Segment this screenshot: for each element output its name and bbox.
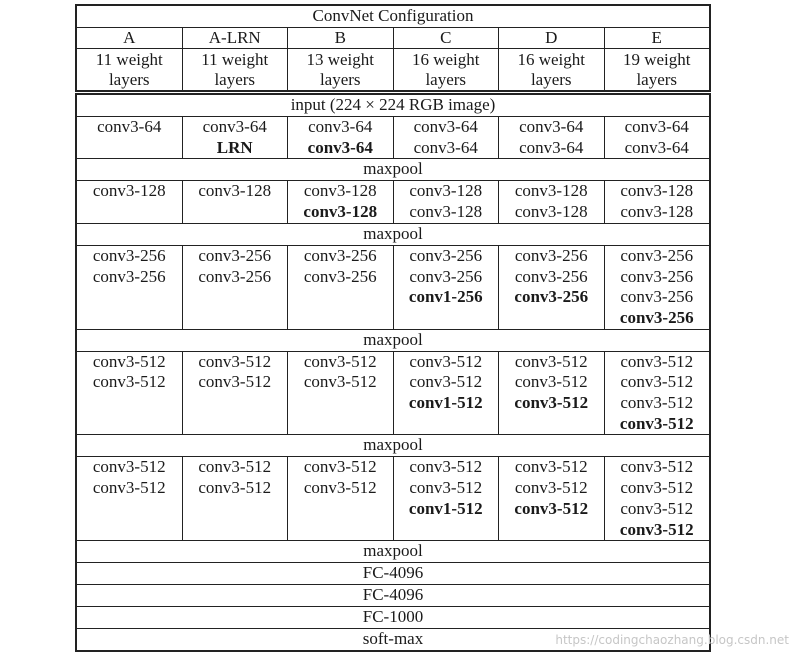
layer-cell [287, 457, 393, 540]
classifier-label: FC-4096 [362, 585, 424, 605]
column-header: D [498, 28, 604, 48]
layer-label: conv3-512 [514, 457, 588, 477]
column-header: E [604, 28, 710, 48]
layer-cell [182, 352, 288, 435]
layer-label: conv3-512 [303, 457, 377, 477]
layer-label: conv3-256 [514, 287, 589, 307]
description-line: 11 weight [95, 50, 163, 69]
layer-cell [498, 352, 604, 435]
layer-label: conv3-512 [92, 372, 166, 392]
layer-cell [287, 246, 393, 329]
layer-label: conv3-64 [413, 137, 478, 157]
layer-label: conv3-512 [409, 372, 483, 392]
layer-cell [287, 181, 393, 222]
description-line: layers [319, 70, 361, 89]
classifier-label: FC-4096 [362, 563, 424, 583]
layer-label: conv3-64 [97, 117, 162, 136]
layer-cell [604, 246, 710, 329]
config-body-table [75, 93, 711, 652]
maxpool-row [77, 540, 709, 562]
layer-cell [393, 181, 499, 222]
conv-block-row [77, 245, 709, 329]
description-line: 11 weight [201, 50, 269, 69]
layer-cell [287, 352, 393, 435]
layer-label: conv3-512 [409, 457, 483, 477]
maxpool-label: maxpool [363, 159, 423, 179]
layer-label: conv3-64 [307, 137, 373, 157]
input-label: input (224 × 224 RGB image) [290, 95, 496, 114]
layer-cell [182, 246, 288, 329]
layer-cell [77, 246, 182, 329]
layer-cell [287, 117, 393, 158]
column-description-row [77, 48, 709, 90]
layer-label: conv3-256 [92, 266, 166, 286]
description-line: layers [636, 70, 678, 89]
layer-label: conv3-512 [92, 457, 166, 477]
description-line: 13 weight [306, 50, 375, 69]
maxpool-label: maxpool [363, 329, 423, 349]
description-line: layers [214, 70, 256, 89]
layer-label: conv3-512 [303, 372, 377, 392]
layer-label: conv3-128 [514, 181, 588, 201]
classifier-row [77, 562, 709, 584]
column-header: C [393, 28, 499, 48]
layer-label: conv3-256 [303, 266, 377, 286]
layer-label: conv3-256 [620, 266, 694, 286]
layer-label: conv3-512 [620, 393, 694, 413]
maxpool-row [77, 329, 709, 351]
conv-block-row [77, 116, 709, 158]
layer-label: conv3-256 [514, 245, 588, 265]
watermark: https://codingchaozhang.blog.csdn.net [555, 633, 789, 647]
layer-label: conv3-512 [198, 372, 272, 392]
maxpool-label: maxpool [363, 223, 423, 243]
layer-label: conv3-512 [514, 351, 588, 371]
layer-label: conv3-256 [514, 266, 588, 286]
description-line: 19 weight [622, 50, 691, 69]
layer-label: conv3-256 [303, 245, 377, 265]
layer-label: conv3-512 [514, 372, 588, 392]
layer-label: conv3-256 [619, 307, 694, 327]
layer-cell [393, 352, 499, 435]
layer-label: LRN [216, 137, 253, 157]
layer-label: conv3-128 [409, 202, 483, 222]
layer-label: conv3-128 [620, 202, 694, 222]
layer-label: conv3-512 [92, 478, 166, 498]
table-title: ConvNet Configuration [312, 6, 474, 25]
layer-label: conv3-128 [303, 181, 377, 201]
layer-label: conv3-64 [624, 137, 689, 157]
maxpool-row [77, 223, 709, 245]
layer-label: conv3-512 [409, 351, 483, 371]
column-description [182, 49, 288, 90]
column-description [287, 49, 393, 90]
layer-cell [77, 352, 182, 435]
column-header: A [123, 28, 136, 47]
layer-label: conv3-128 [198, 181, 272, 201]
layer-label: conv3-64 [519, 137, 584, 157]
layer-label: conv3-512 [303, 351, 377, 371]
input-row [77, 95, 709, 116]
layer-cell [182, 457, 288, 540]
conv-block-row [77, 351, 709, 435]
layer-label: conv3-512 [620, 457, 694, 477]
layer-label: conv3-512 [198, 351, 272, 371]
column-header: A-LRN [182, 28, 288, 48]
layer-label: conv3-256 [620, 245, 694, 265]
column-description [498, 49, 604, 90]
layer-cell [498, 117, 604, 158]
maxpool-row [77, 434, 709, 456]
layer-label: conv3-512 [409, 478, 483, 498]
description-line: layers [530, 70, 572, 89]
layer-label: conv1-256 [408, 287, 483, 307]
layer-label: conv3-512 [619, 413, 694, 433]
layer-label: conv3-512 [198, 457, 272, 477]
conv-block-row [77, 456, 709, 540]
layer-label: conv3-256 [198, 266, 272, 286]
title-row [77, 6, 709, 27]
layer-label: conv3-256 [409, 266, 483, 286]
layer-label: conv3-512 [514, 393, 589, 413]
classifier-row [77, 606, 709, 628]
layer-label: conv3-256 [198, 245, 272, 265]
classifier-label: FC-1000 [362, 607, 424, 627]
layer-label: conv3-512 [514, 478, 588, 498]
layer-label: conv3-512 [619, 519, 694, 539]
description-line: 16 weight [517, 50, 586, 69]
layer-label: conv3-64 [413, 117, 478, 136]
description-line: 16 weight [411, 50, 480, 69]
layer-label: conv1-512 [408, 393, 483, 413]
layer-label: conv3-256 [409, 245, 483, 265]
layer-label: conv3-512 [620, 351, 694, 371]
maxpool-label: maxpool [363, 541, 423, 561]
layer-cell [393, 246, 499, 329]
column-letter-row [77, 27, 709, 48]
layer-label: conv3-128 [620, 181, 694, 201]
layer-label: conv3-128 [514, 202, 588, 222]
description-line: layers [108, 70, 150, 89]
layer-label: conv3-512 [92, 351, 166, 371]
classifier-row [77, 584, 709, 606]
config-header-table [75, 4, 711, 92]
maxpool-label: maxpool [363, 435, 423, 455]
layer-cell [604, 457, 710, 540]
description-line: layers [425, 70, 467, 89]
layer-label: conv3-512 [620, 478, 694, 498]
column-description [604, 49, 710, 90]
layer-cell [604, 181, 710, 222]
layer-cell [393, 457, 499, 540]
layer-label: conv1-512 [408, 498, 483, 518]
layer-label: conv3-64 [624, 117, 689, 136]
layer-label: conv3-512 [303, 478, 377, 498]
layer-label: conv3-128 [409, 181, 483, 201]
layer-cell [498, 181, 604, 222]
layer-cell [77, 457, 182, 540]
layer-cell [604, 117, 710, 158]
layer-label: conv3-256 [620, 287, 694, 307]
layer-label: conv3-64 [519, 117, 584, 136]
layer-label: conv3-512 [514, 498, 589, 518]
layer-cell [182, 181, 288, 222]
column-description [77, 49, 182, 90]
maxpool-row [77, 158, 709, 180]
layer-label: conv3-64 [308, 117, 373, 136]
layer-label: conv3-128 [92, 181, 166, 201]
layer-label: conv3-512 [620, 372, 694, 392]
layer-cell [498, 457, 604, 540]
layer-cell [604, 352, 710, 435]
layer-cell [393, 117, 499, 158]
layer-label: conv3-512 [198, 478, 272, 498]
column-description [393, 49, 499, 90]
layer-cell [498, 246, 604, 329]
layer-cell [182, 117, 288, 158]
layer-label: conv3-512 [620, 498, 694, 518]
layer-label: conv3-128 [303, 202, 378, 222]
classifier-label: soft-max [362, 629, 424, 649]
layer-label: conv3-256 [92, 245, 166, 265]
column-header: B [287, 28, 393, 48]
conv-block-row [77, 180, 709, 222]
layer-cell [77, 117, 182, 158]
layer-cell [77, 181, 182, 222]
layer-label: conv3-64 [202, 117, 267, 136]
